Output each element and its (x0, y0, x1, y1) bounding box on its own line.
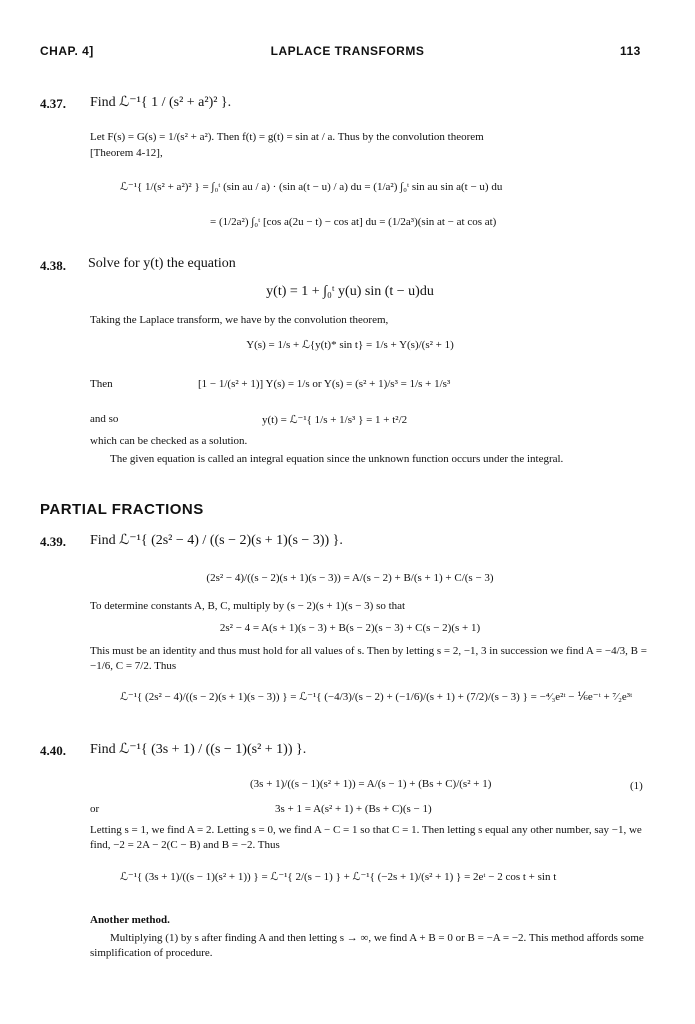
problem-4-39-equation-3: ℒ⁻¹{ (2s² − 4)/((s − 2)(s + 1)(s − 3)) } = ℒ⁻¹{ (−4/3)/(s − 2) + (−1/6)/(s + 1) + (7/2)/(s − 3) } = −⁴⁄₃e²ᵗ − ⅙e⁻ᵗ + ⁷⁄₂e³ᵗ (120, 691, 633, 703)
section-heading: PARTIAL FRACTIONS (40, 501, 204, 518)
problem-4-40-or-label: or (90, 803, 100, 815)
problem-4-39-equation-2: 2s² − 4 = A(s + 1)(s − 3) + B(s − 2)(s − 3) + C(s − 2)(s + 1) (219, 622, 481, 634)
problem-4-40-equation-3: ℒ⁻¹{ (3s + 1)/((s − 1)(s² + 1)) } = ℒ⁻¹{ 2/(s − 1) } + ℒ⁻¹{ (−2s + 1)/(s² + 1) } = 2eᵗ − 2 cos t + sin t (120, 871, 557, 883)
problem-4-39-line2: This must be an identity and thus must hold for all values of s. Then by letting s = 2, −1, 3 in succession we find A = −4/3, B = −1/6, C = 7/2. Thus (90, 645, 647, 672)
running-title: LAPLACE TRANSFORMS (270, 44, 425, 58)
problem-4-40-another-text: Multiplying (1) by s after finding A and then letting s → ∞, we find A + B = 0 or B = −A = −2. This method affords some simplification of procedure. (90, 932, 644, 959)
problem-4-38-solution: y(t) = ℒ⁻¹{ 1/s + 1/s³ } = 1 + t²/2 (262, 414, 408, 426)
problem-4-37-equation-1: ℒ⁻¹{ 1/(s² + a²)² } = ∫₀ᵗ (sin au / a) · (sin a(t − u) / a) du = (1/a²) ∫₀ᵗ sin au sin a(t − u) du (120, 181, 503, 193)
problem-4-37-line2: [Theorem 4-12], (90, 147, 163, 159)
problem-number-4-37: 4.37. (40, 96, 66, 111)
problem-4-40-another-method: Another method. (90, 914, 170, 926)
problem-4-37-line1: Let F(s) = G(s) = 1/(s² + a²). Then f(t) = g(t) = sin at / a. Thus by the convolution theorem (90, 131, 484, 143)
problem-4-38-equation: y(t) = 1 + ∫₀ᵗ y(u) sin (t − u)du (266, 284, 434, 299)
problem-4-38-check: which can be checked as a solution. (90, 435, 248, 447)
problem-number-4-39: 4.39. (40, 534, 66, 549)
problem-4-39-equation-1: (2s² − 4)/((s − 2)(s + 1)(s − 3)) = A/(s − 2) + B/(s + 1) + C/(s − 3) (206, 572, 494, 584)
page-number: 113 (620, 44, 641, 58)
problem-4-40-line1: Letting s = 1, we find A = 2. Letting s = 0, we find A − C = 1 so that C = 1. Then letting s equal any other number, say −1, we find, −2 = 2A − 2(C − B) and B = −2. Thus (90, 824, 642, 851)
problem-4-38-transform-equation: Y(s) = 1/s + ℒ{y(t)* sin t} = 1/s + Y(s)/(s² + 1) (246, 339, 454, 351)
problem-4-40-equation-2: 3s + 1 = A(s² + 1) + (Bs + C)(s − 1) (275, 803, 432, 815)
problem-4-38-then-label: Then (90, 378, 113, 390)
problem-number-4-40: 4.40. (40, 743, 66, 758)
problem-4-38-note: The given equation is called an integral equation since the unknown function occurs under the integral. (110, 453, 564, 465)
problem-number-4-38: 4.38. (40, 258, 66, 273)
problem-4-38-intro: Taking the Laplace transform, we have by the convolution theorem, (90, 314, 389, 326)
problem-4-39-statement: Find ℒ⁻¹{ (2s² − 4) / ((s − 2)(s + 1)(s − 3)) }. (90, 533, 343, 548)
chapter-label: CHAP. 4] (40, 44, 94, 58)
problem-4-38-statement: Solve for y(t) the equation (88, 256, 236, 271)
problem-4-40-equation-1: (3s + 1)/((s − 1)(s² + 1)) = A/(s − 1) + (Bs + C)/(s² + 1) (250, 778, 492, 790)
problem-4-39-line1: To determine constants A, B, C, multiply by (s − 2)(s + 1)(s − 3) so that (90, 600, 406, 612)
problem-4-37-statement: Find ℒ⁻¹{ 1 / (s² + a²)² }. (90, 95, 232, 110)
problem-4-40-statement: Find ℒ⁻¹{ (3s + 1) / ((s − 1)(s² + 1)) }. (90, 742, 307, 757)
problem-4-38-andso-label: and so (90, 413, 119, 425)
problem-4-37-equation-2: = (1/2a²) ∫₀ᵗ [cos a(2u − t) − cos at] du = (1/2a³)(sin at − at cos at) (210, 216, 497, 228)
problem-4-38-then-equation: [1 − 1/(s² + 1)] Y(s) = 1/s or Y(s) = (s² + 1)/s³ = 1/s + 1/s³ (198, 378, 451, 390)
problem-4-40-equation-tag: (1) (630, 780, 643, 792)
